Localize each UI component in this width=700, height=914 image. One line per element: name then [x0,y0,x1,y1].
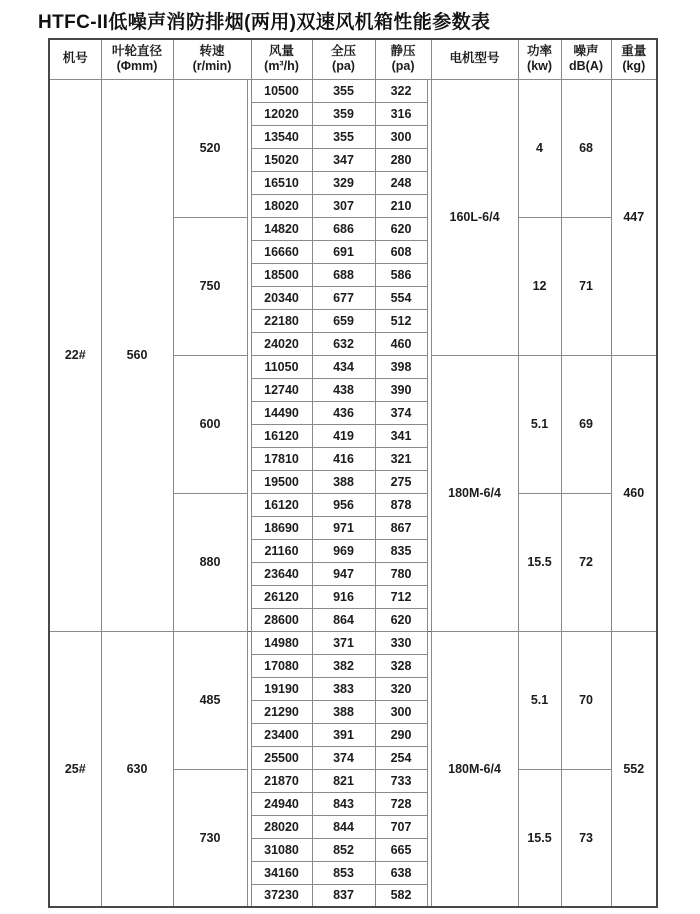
cell-static-pressure: 733 [375,769,427,792]
cell-air-volume: 16510 [251,171,312,194]
cell-static-pressure: 620 [375,217,427,240]
cell-power: 12 [518,217,561,355]
cell-power: 5.1 [518,631,561,769]
cell-static-pressure: 620 [375,608,427,631]
cell-static-pressure: 320 [375,677,427,700]
col-header-motor-model: 电机型号 [431,39,518,79]
table-column-gap [427,539,431,562]
cell-air-volume: 14490 [251,401,312,424]
cell-noise: 70 [561,631,611,769]
cell-total-pressure: 956 [312,493,375,516]
cell-total-pressure: 969 [312,539,375,562]
cell-noise: 69 [561,355,611,493]
table-column-gap [427,171,431,194]
cell-air-volume: 19190 [251,677,312,700]
table-column-gap [427,700,431,723]
cell-total-pressure: 355 [312,79,375,102]
cell-power: 4 [518,79,561,217]
cell-total-pressure: 347 [312,148,375,171]
cell-static-pressure: 398 [375,355,427,378]
table-column-gap [427,378,431,401]
cell-air-volume: 16660 [251,240,312,263]
cell-static-pressure: 728 [375,792,427,815]
cell-air-volume: 21870 [251,769,312,792]
cell-impeller-diameter: 560 [101,79,173,631]
cell-total-pressure: 434 [312,355,375,378]
table-column-gap [427,194,431,217]
cell-air-volume: 34160 [251,861,312,884]
cell-static-pressure: 460 [375,332,427,355]
cell-total-pressure: 916 [312,585,375,608]
cell-static-pressure: 210 [375,194,427,217]
cell-total-pressure: 371 [312,631,375,654]
col-header-noise: 噪声 dB(A) [561,39,611,79]
cell-static-pressure: 707 [375,815,427,838]
col-header-speed: 转速 (r/min) [173,39,251,79]
cell-motor-model: 180M-6/4 [431,631,518,907]
cell-static-pressure: 867 [375,516,427,539]
cell-air-volume: 37230 [251,884,312,907]
cell-total-pressure: 837 [312,884,375,907]
cell-air-volume: 15020 [251,148,312,171]
table-column-gap [427,516,431,539]
cell-air-volume: 20340 [251,286,312,309]
cell-static-pressure: 341 [375,424,427,447]
cell-total-pressure: 388 [312,700,375,723]
table-column-gap [427,125,431,148]
cell-air-volume: 17810 [251,447,312,470]
table-column-gap [427,401,431,424]
cell-air-volume: 21290 [251,700,312,723]
cell-static-pressure: 638 [375,861,427,884]
cell-total-pressure: 307 [312,194,375,217]
table-column-gap [427,654,431,677]
cell-weight: 447 [611,79,657,355]
cell-air-volume: 24940 [251,792,312,815]
cell-total-pressure: 419 [312,424,375,447]
cell-air-volume: 28600 [251,608,312,631]
table-column-gap [427,815,431,838]
cell-total-pressure: 359 [312,102,375,125]
cell-static-pressure: 374 [375,401,427,424]
table-column-gap [427,493,431,516]
table-column-gap [427,240,431,263]
cell-total-pressure: 688 [312,263,375,286]
cell-noise: 73 [561,769,611,907]
cell-total-pressure: 852 [312,838,375,861]
cell-noise: 68 [561,79,611,217]
cell-total-pressure: 388 [312,470,375,493]
cell-air-volume: 14820 [251,217,312,240]
col-header-air-volume: 风量 (m³/h) [251,39,312,79]
cell-power: 5.1 [518,355,561,493]
cell-static-pressure: 835 [375,539,427,562]
cell-air-volume: 16120 [251,424,312,447]
cell-static-pressure: 586 [375,263,427,286]
cell-air-volume: 24020 [251,332,312,355]
cell-air-volume: 14980 [251,631,312,654]
cell-total-pressure: 844 [312,815,375,838]
cell-air-volume: 22180 [251,309,312,332]
table-column-gap [427,677,431,700]
cell-noise: 71 [561,217,611,355]
cell-air-volume: 18020 [251,194,312,217]
cell-total-pressure: 947 [312,562,375,585]
cell-total-pressure: 659 [312,309,375,332]
cell-speed: 485 [173,631,247,769]
cell-weight: 460 [611,355,657,631]
cell-air-volume: 12740 [251,378,312,401]
table-column-gap [427,309,431,332]
cell-air-volume: 17080 [251,654,312,677]
cell-speed: 600 [173,355,247,493]
table-column-gap [427,263,431,286]
cell-motor-model: 180M-6/4 [431,355,518,631]
cell-static-pressure: 290 [375,723,427,746]
cell-static-pressure: 554 [375,286,427,309]
table-column-gap [427,470,431,493]
cell-total-pressure: 329 [312,171,375,194]
table-column-gap [427,562,431,585]
table-column-gap [427,424,431,447]
cell-noise: 72 [561,493,611,631]
cell-total-pressure: 382 [312,654,375,677]
table-column-gap [427,332,431,355]
cell-static-pressure: 300 [375,125,427,148]
table-column-gap [427,769,431,792]
cell-motor-model: 160L-6/4 [431,79,518,355]
table-column-gap [427,838,431,861]
table-column-gap [427,585,431,608]
cell-air-volume: 12020 [251,102,312,125]
table-column-gap [427,217,431,240]
col-header-total-pressure: 全压 (pa) [312,39,375,79]
cell-speed: 880 [173,493,247,631]
cell-air-volume: 11050 [251,355,312,378]
header-row [49,39,657,79]
cell-machine-model: 25# [49,631,101,907]
cell-air-volume: 10500 [251,79,312,102]
table-column-gap [427,884,431,907]
cell-weight: 552 [611,631,657,907]
table-column-gap [427,608,431,631]
cell-total-pressure: 438 [312,378,375,401]
col-header-power: 功率 (kw) [518,39,561,79]
spec-table-body [49,79,657,907]
cell-total-pressure: 355 [312,125,375,148]
cell-impeller-diameter: 630 [101,631,173,907]
cell-total-pressure: 864 [312,608,375,631]
cell-static-pressure: 254 [375,746,427,769]
cell-static-pressure: 780 [375,562,427,585]
cell-air-volume: 28020 [251,815,312,838]
table-column-gap [427,792,431,815]
col-header-machine: 机号 [49,39,101,79]
cell-static-pressure: 275 [375,470,427,493]
cell-total-pressure: 691 [312,240,375,263]
cell-total-pressure: 374 [312,746,375,769]
cell-air-volume: 16120 [251,493,312,516]
cell-static-pressure: 300 [375,700,427,723]
cell-static-pressure: 280 [375,148,427,171]
table-column-gap [427,447,431,470]
cell-total-pressure: 971 [312,516,375,539]
cell-static-pressure: 248 [375,171,427,194]
cell-static-pressure: 878 [375,493,427,516]
cell-static-pressure: 608 [375,240,427,263]
cell-air-volume: 25500 [251,746,312,769]
cell-total-pressure: 843 [312,792,375,815]
cell-machine-model: 22# [49,79,101,631]
col-header-weight: 重量 (kg) [611,39,657,79]
cell-speed: 750 [173,217,247,355]
table-column-gap [427,286,431,309]
cell-speed: 730 [173,769,247,907]
cell-air-volume: 21160 [251,539,312,562]
cell-total-pressure: 686 [312,217,375,240]
cell-total-pressure: 383 [312,677,375,700]
spec-table [48,38,658,908]
col-header-diameter: 叶轮直径 (Φmm) [101,39,173,79]
cell-static-pressure: 322 [375,79,427,102]
cell-static-pressure: 712 [375,585,427,608]
cell-static-pressure: 582 [375,884,427,907]
cell-total-pressure: 436 [312,401,375,424]
table-row [49,631,657,654]
cell-total-pressure: 677 [312,286,375,309]
cell-static-pressure: 321 [375,447,427,470]
cell-air-volume: 26120 [251,585,312,608]
table-column-gap [427,861,431,884]
cell-air-volume: 23400 [251,723,312,746]
cell-total-pressure: 821 [312,769,375,792]
cell-power: 15.5 [518,769,561,907]
cell-total-pressure: 391 [312,723,375,746]
col-header-static-pressure: 静压 (pa) [375,39,431,79]
cell-power: 15.5 [518,493,561,631]
cell-static-pressure: 316 [375,102,427,125]
cell-air-volume: 18690 [251,516,312,539]
table-column-gap [427,102,431,125]
table-column-gap [427,723,431,746]
cell-static-pressure: 665 [375,838,427,861]
cell-static-pressure: 330 [375,631,427,654]
table-column-gap [427,746,431,769]
cell-total-pressure: 632 [312,332,375,355]
cell-static-pressure: 390 [375,378,427,401]
cell-speed: 520 [173,79,247,217]
table-row [49,79,657,102]
cell-air-volume: 13540 [251,125,312,148]
cell-static-pressure: 512 [375,309,427,332]
cell-air-volume: 18500 [251,263,312,286]
cell-air-volume: 19500 [251,470,312,493]
page-title: HTFC-II低噪声消防排烟(两用)双速风机箱性能参数表 [38,12,491,33]
table-column-gap [427,148,431,171]
cell-total-pressure: 416 [312,447,375,470]
cell-air-volume: 23640 [251,562,312,585]
cell-total-pressure: 853 [312,861,375,884]
cell-air-volume: 31080 [251,838,312,861]
cell-static-pressure: 328 [375,654,427,677]
